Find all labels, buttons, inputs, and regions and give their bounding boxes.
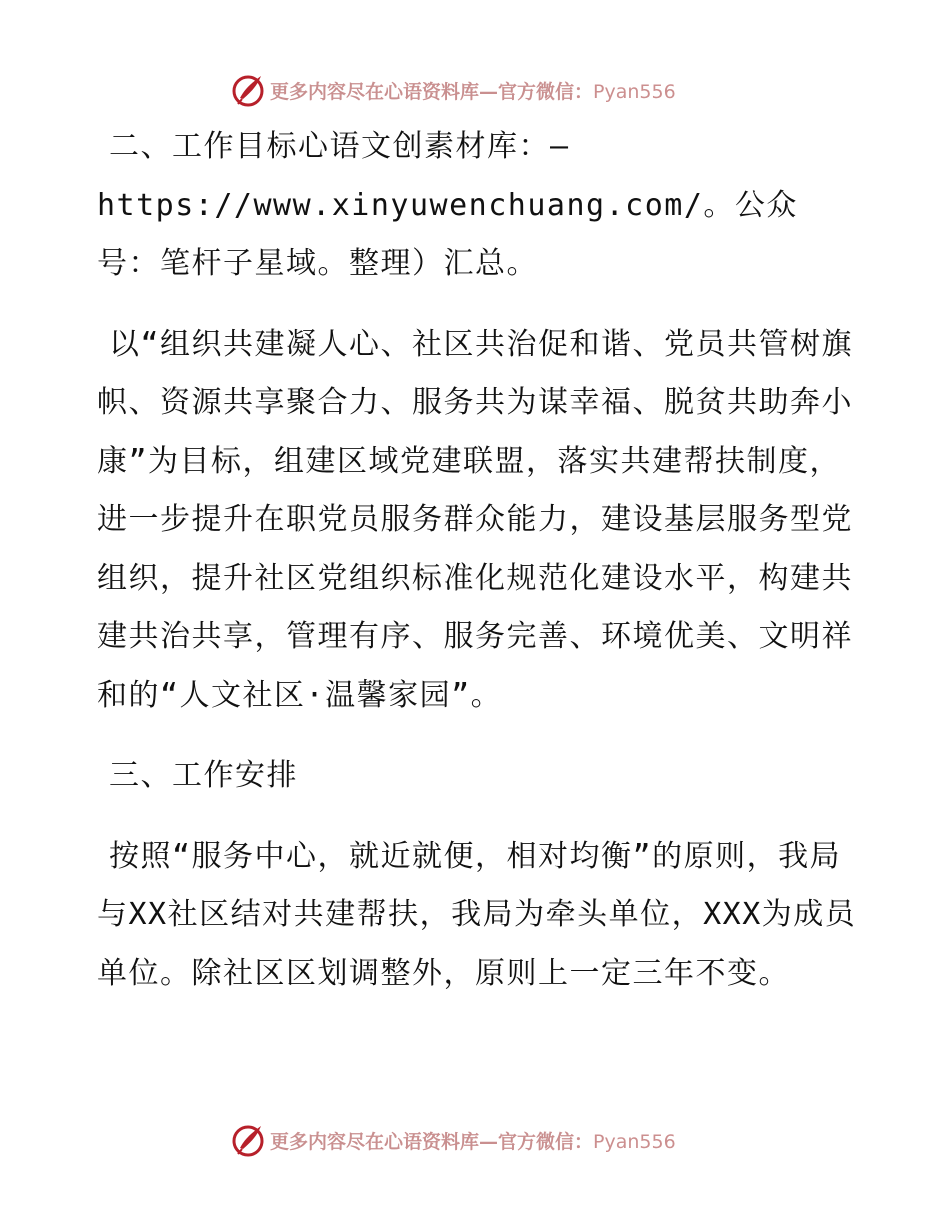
quill-logo-icon bbox=[230, 1122, 266, 1158]
paragraph-work-arrangement-heading: 三、工作安排 bbox=[109, 758, 298, 793]
header-watermark-banner bbox=[230, 70, 750, 110]
document-body bbox=[97, 118, 857, 1025]
paragraph-work-goal-body: 以“组织共建凝人心、社区共治促和谐、党员共管树旗帜、资源共享聚合力、服务共为谋幸福、脱贫共助奔小康”为目标，组建区域党建联盟，落实共建帮扶制度，进一步提升在职党员服务群众能力，建设基层服务型党组织，提升社区党组织标准化规范化建设水平，构建共建共治共享，管理有序、服务完善、环境优美、文明祥和的“人文社区·温馨家园”。 bbox=[97, 326, 854, 713]
footer-watermark-banner bbox=[230, 1120, 750, 1160]
footer-banner-text: 更多内容尽在心语资料库—官方微信：Pyan556 bbox=[270, 1130, 676, 1153]
header-banner-text: 更多内容尽在心语资料库—官方微信：Pyan556 bbox=[270, 80, 676, 103]
quill-logo-icon bbox=[230, 72, 266, 108]
paragraph-work-arrangement-body: 按照“服务中心，就近就便，相对均衡”的原则，我局与XX社区结对共建帮扶，我局为牵头单位，XXX为成员单位。除社区区划调整外，原则上一定三年不变。 bbox=[97, 838, 857, 991]
paragraph-work-goal-heading: 二、工作目标心语文创素材库：—https://www.xinyuwenchuang.com/。公众号：笔杆子星域。整理）汇总。 bbox=[97, 129, 798, 281]
